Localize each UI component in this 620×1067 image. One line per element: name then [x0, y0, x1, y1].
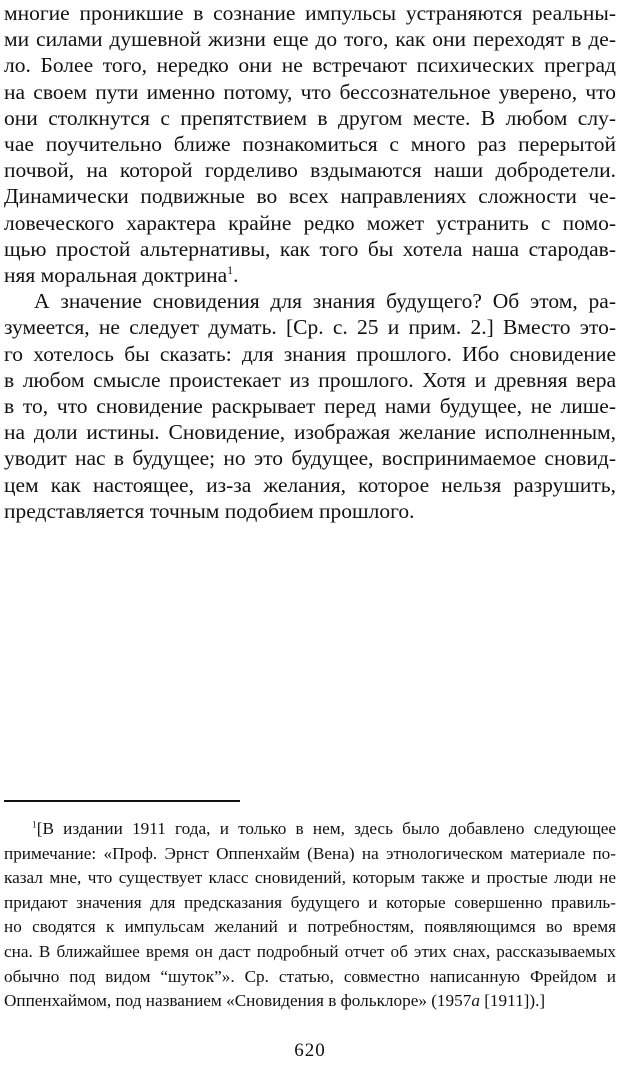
text-fragment: [В издании 1911 года, и только в нем, здесь было добавлено следующее [36, 819, 616, 838]
footnote-line: обычно под видом “шуток”». Ср. статью, совместно написанную Фрейдом и [4, 966, 616, 986]
footnote-line: сна. В ближайшее время он даст подробный отчет об этих снах, рассказываемых [4, 941, 616, 961]
text-line: они столкнутся с препятствием в другом месте. В любом слу- [4, 105, 616, 130]
footnote-line [4, 817, 616, 842]
footnote-line: казал мне, что существует класс сновидений, которым также и простые люди не [4, 868, 616, 888]
footnote-line: но сводятся к импульсам желаний и потребностям, появляющимся во время [4, 917, 616, 937]
text-fragment: [1911]).] [479, 991, 546, 1011]
text-line: на своем пути именно потому, что бессознательное уверено, что [4, 79, 616, 104]
text-line: представляется точным подобием прошлого. [4, 498, 415, 523]
text-fragment-italic: a [471, 991, 480, 1011]
text-line [4, 262, 616, 288]
text-line: Динамически подвижные во всех направлениях сложности че- [4, 184, 616, 209]
page-number: 620 [294, 1040, 326, 1061]
footnote-line: придают значения для предсказания будущего и которые совершенно правиль- [4, 892, 616, 912]
text-line: на доли истины. Сновидение, изображая желание исполненным, [4, 420, 616, 445]
footnote-reference[interactable]: 1 [227, 262, 234, 277]
text-line: почвой, на которой горделиво вздымаются наши добродетели. [4, 158, 616, 183]
text-fragment: Оппенхаймом, под названием «Сновидения в фольклоре» (1957 [4, 991, 472, 1011]
text-line: в то, что сновидение раскрывает перед нами будущее, не лише- [4, 394, 616, 419]
text-line: уводит нас в будущее; но это будущее, воспринимаемое сновид- [4, 446, 616, 471]
text-line: А значение сновидения для знания будущего? Об этом, ра- [34, 289, 616, 314]
paragraph-2 [4, 288, 616, 524]
text-fragment: . [233, 263, 239, 288]
text-line: чае поучительно ближе познакомиться с много раз перерытой [4, 132, 616, 157]
text-line: ловеческого характера крайне редко может устранить с помо- [4, 210, 616, 235]
text-line: в любом смысле проистекает из прошлого. Хотя и древняя вера [4, 367, 616, 392]
main-text [4, 0, 616, 524]
text-line: ло. Более того, нередко они не встречают психических преград [4, 53, 616, 78]
text-line: ми силами душевной жизни еще до того, как они переходят в де- [4, 27, 616, 52]
footnote-divider [4, 800, 240, 802]
paragraph-1 [4, 0, 616, 288]
text-line: зумеется, не следует думать. [Ср. с. 25 и прим. 2.] Вместо это- [4, 315, 616, 340]
footnote-line: примечание: «Проф. Эрнст Оппенхайм (Вена) на этнологическом материале по- [4, 843, 616, 863]
text-fragment: няя моральная доктрина [4, 263, 228, 288]
text-line: го хотелось бы сказать: для знания прошлого. Ибо сновидение [4, 341, 616, 366]
text-line: цем как настоящее, из-за желания, которое нельзя разрушить, [4, 472, 616, 497]
text-line: многие проникшие в сознание импульсы устраняются реальны- [4, 1, 616, 25]
text-line: щью простой альтернативы, как того бы хотела наша стародав- [4, 236, 616, 261]
footnote-line [4, 989, 616, 1014]
footnote [4, 817, 616, 1014]
footnote-marker: 1 [32, 820, 37, 831]
